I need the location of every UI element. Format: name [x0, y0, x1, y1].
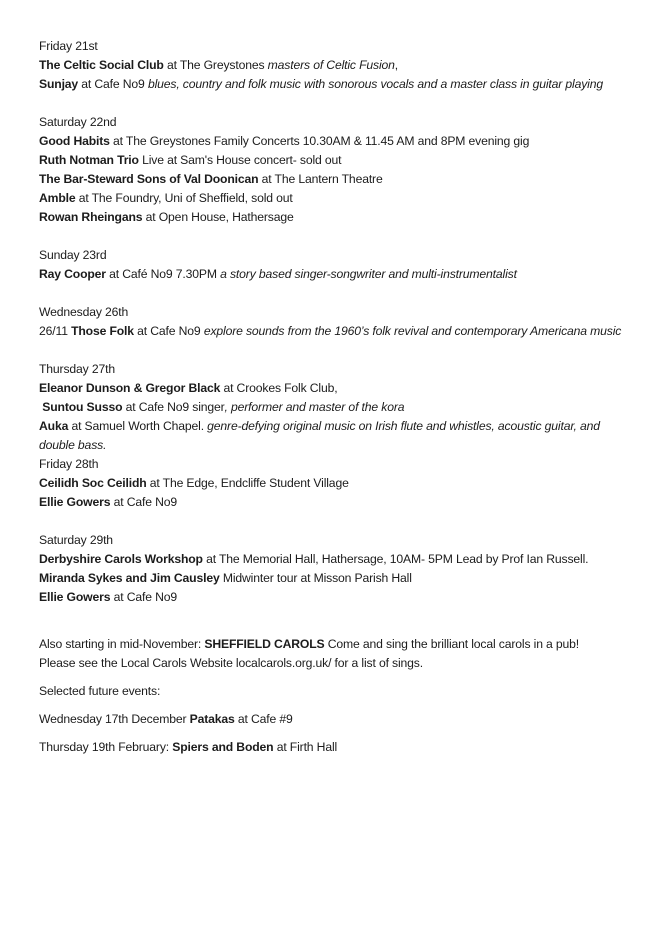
event-date-prefix: 26/11 — [39, 324, 72, 338]
carols-prefix: Also starting in mid-November: — [39, 637, 205, 651]
event-detail: Midwinter tour at Misson Parish Hall — [219, 571, 412, 585]
performer-name: The Celtic Social Club — [39, 58, 164, 72]
future-event-line — [39, 710, 629, 729]
day-heading: Friday 21st — [39, 39, 98, 53]
event-line — [39, 588, 629, 607]
performer-name: Derbyshire Carols Workshop — [39, 552, 203, 566]
event-line — [39, 398, 629, 417]
events-listing — [39, 37, 629, 757]
event-suffix: , — [394, 58, 399, 72]
event-detail: at Café No9 7.30PM — [105, 267, 221, 281]
event-detail: at The Foundry, Uni of Sheffield, sold out — [75, 191, 293, 205]
carols-website-line: Please see the Local Carols Website localcarols.org.uk/ for a list of sings. — [39, 656, 423, 670]
performer-name: Ruth Notman Trio — [39, 153, 139, 167]
event-description: genre-defying original music on Irish flute and whistles, acoustic guitar, and double bass. — [39, 419, 600, 452]
event-detail: at Crookes Folk Club, — [220, 381, 338, 395]
performer-name: Spiers and Boden — [172, 740, 274, 754]
performer-name: Sunjay — [39, 77, 79, 91]
day-heading: Thursday 27th — [39, 362, 115, 376]
performer-name: Ray Cooper — [39, 267, 106, 281]
event-description: , performer and master of the kora — [224, 400, 405, 414]
day-section-saturday-22nd — [39, 113, 629, 227]
performer-name: Ellie Gowers — [39, 590, 111, 604]
day-heading: Saturday 22nd — [39, 115, 117, 129]
event-line — [39, 189, 629, 208]
future-events-heading: Selected future events: — [39, 684, 161, 698]
performer-name: Eleanor Dunson & Gregor Black — [39, 381, 221, 395]
carols-line — [39, 635, 629, 654]
future-events — [39, 682, 629, 757]
event-line — [39, 569, 629, 588]
event-line — [39, 265, 629, 284]
event-description: masters of Celtic Fusion — [267, 58, 395, 72]
event-line — [39, 322, 629, 341]
day-section-sunday-23rd — [39, 246, 629, 284]
performer-name: Ceilidh Soc Ceilidh — [39, 476, 147, 490]
future-event-date: Thursday 19th February: — [39, 740, 173, 754]
day-heading: Friday 28th — [39, 457, 99, 471]
performer-name: Good Habits — [39, 134, 110, 148]
event-line — [39, 550, 629, 569]
event-line — [39, 208, 629, 227]
day-section-friday-28th — [39, 455, 629, 512]
event-line — [39, 56, 629, 75]
day-heading: Wednesday 26th — [39, 305, 129, 319]
event-detail: at The Lantern Theatre — [258, 172, 383, 186]
event-line — [39, 417, 629, 455]
future-event-line — [39, 738, 629, 757]
event-line — [39, 170, 629, 189]
day-section-wednesday-26th — [39, 303, 629, 341]
event-detail: at The Edge, Endcliffe Student Village — [146, 476, 349, 490]
day-section-saturday-29th — [39, 531, 629, 607]
day-section-friday-21st — [39, 37, 629, 94]
performer-name: Suntou Susso — [42, 400, 123, 414]
event-line — [39, 151, 629, 170]
carols-name: SHEFFIELD CAROLS — [204, 637, 325, 651]
event-line — [39, 132, 629, 151]
performer-name: Those Folk — [71, 324, 134, 338]
event-detail: at The Greystones Family Concerts 10.30AM & 11.45 AM and 8PM evening gig — [109, 134, 530, 148]
carols-detail: Come and sing the brilliant local carols in a pub! — [324, 637, 580, 651]
event-description: blues, country and folk music with sonorous vocals and a master class in guitar playing — [147, 77, 603, 91]
future-event-date: Wednesday 17th December — [39, 712, 190, 726]
day-section-thursday-27th — [39, 360, 629, 455]
event-description: explore sounds from the 1960’s folk revival and contemporary Americana music — [203, 324, 622, 338]
event-detail: at The Greystones — [163, 58, 268, 72]
event-detail: at Open House, Hathersage — [142, 210, 294, 224]
event-detail: at Cafe No9 — [78, 77, 148, 91]
performer-name: Amble — [39, 191, 76, 205]
day-heading: Sunday 23rd — [39, 248, 107, 262]
event-description: a story based singer-songwriter and multi-instrumentalist — [220, 267, 517, 281]
event-line — [39, 474, 629, 493]
performer-name: Patakas — [189, 712, 235, 726]
performer-name: Miranda Sykes and Jim Causley — [39, 571, 220, 585]
event-detail: at Cafe No9 — [110, 495, 177, 509]
performer-name: Ellie Gowers — [39, 495, 111, 509]
performer-name: The Bar-Steward Sons of Val Doonican — [39, 172, 259, 186]
event-detail: at Firth Hall — [273, 740, 338, 754]
day-heading: Saturday 29th — [39, 533, 113, 547]
event-detail: at Cafe No9 singer — [122, 400, 225, 414]
performer-name: Auka — [39, 419, 69, 433]
event-detail: at Cafe No9 — [133, 324, 204, 338]
performer-name: Rowan Rheingans — [39, 210, 143, 224]
carols-notice — [39, 635, 629, 673]
event-detail: at The Memorial Hall, Hathersage, 10AM- 5PM Lead by Prof Ian Russell. — [202, 552, 589, 566]
event-line — [39, 493, 629, 512]
event-detail: at Cafe No9 — [110, 590, 177, 604]
event-line — [39, 379, 629, 398]
event-detail: Live at Sam's House concert- sold out — [138, 153, 342, 167]
event-line — [39, 75, 629, 94]
event-detail: at Samuel Worth Chapel. — [68, 419, 208, 433]
event-detail: at Cafe #9 — [234, 712, 293, 726]
